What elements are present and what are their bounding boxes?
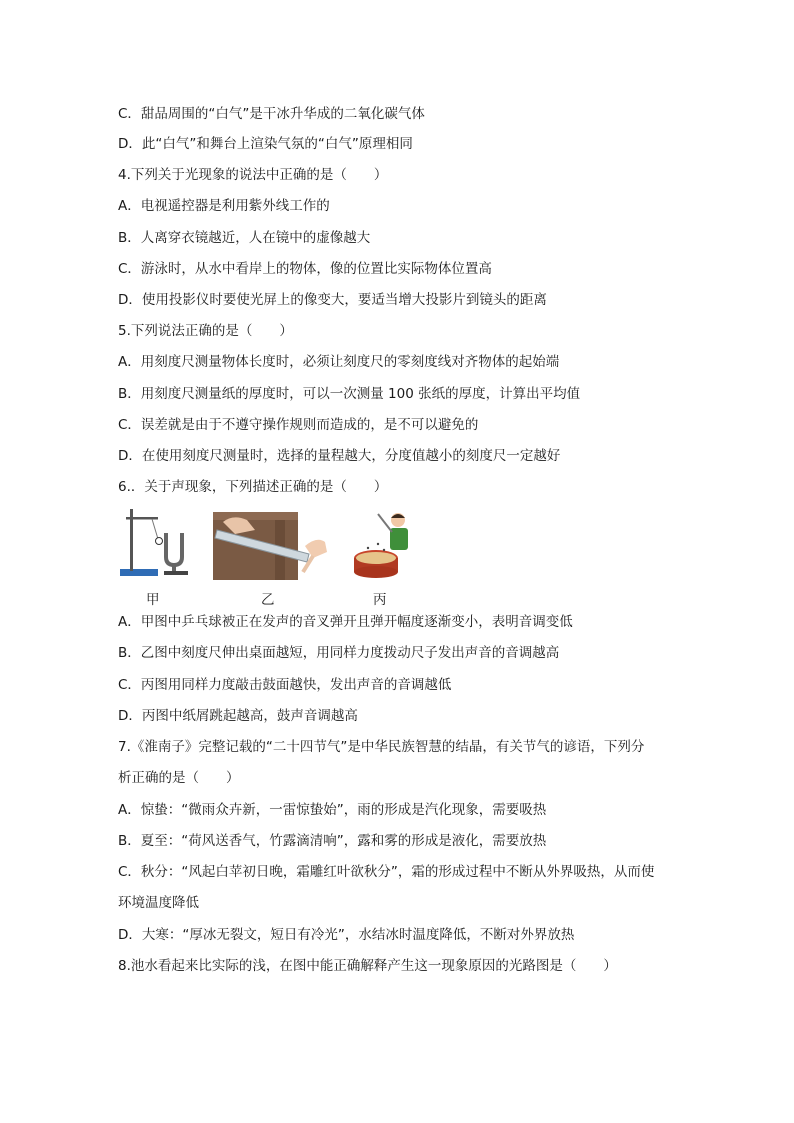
q6-option-c: C．丙图用同样力度敲击鼓面越快，发出声音的音调越低: [118, 677, 452, 693]
question-6: 6.．关于声现象，下列描述正确的是（ ）: [118, 479, 388, 495]
q4-option-b: B．人离穿衣镜越近，人在镜中的虚像越大: [118, 230, 371, 246]
figure-yi-caption: 乙: [261, 592, 275, 608]
q4-option-c: C．游泳时，从水中看岸上的物体，像的位置比实际物体位置高: [118, 261, 492, 277]
figure-jia-caption: 甲: [146, 592, 160, 608]
question-7-cont: 析正确的是（ ）: [118, 770, 240, 786]
q6-option-d: D．丙图中纸屑跳起越高，鼓声音调越高: [118, 708, 358, 724]
q5-option-a: A．用刻度尺测量物体长度时，必须让刻度尺的零刻度线对齐物体的起始端: [118, 354, 560, 370]
question-8: 8.池水看起来比实际的浅，在图中能正确解释产生这一现象原因的光路图是（ ）: [118, 958, 617, 974]
line-1: C．甜品周围的“白气”是干冰升华成的二氧化碳气体: [118, 106, 425, 122]
question-4: 4.下列关于光现象的说法中正确的是（ ）: [118, 167, 388, 183]
question-7: 7.《淮南子》完整记载的“二十四节气”是中华民族智慧的结晶，有关节气的谚语，下列分: [118, 739, 645, 755]
q7-option-c: C．秋分：“风起白苹初日晚，霜雕红叶欲秋分”，霜的形成过程中不断从外界吸热，从而使: [118, 864, 655, 880]
q6-option-b: B．乙图中刻度尺伸出桌面越短，用同样力度拨动尺子发出声音的音调越高: [118, 645, 560, 661]
q7-option-d: D．大寒：“厚冰无裂文，短日有冷光”，水结冰时温度降低，不断对外界放热: [118, 927, 575, 943]
question-5: 5.下列说法正确的是（ ）: [118, 323, 293, 339]
q7-option-b: B．夏至：“荷风送香气，竹露滴清响”，露和雾的形成是液化，需要放热: [118, 833, 547, 849]
figure-bing-caption: 丙: [373, 592, 387, 608]
q4-option-a: A．电视遥控器是利用紫外线工作的: [118, 198, 330, 214]
q4-option-d: D．使用投影仪时要使光屏上的像变大，要适当增大投影片到镜头的距离: [118, 292, 547, 308]
q5-option-c: C．误差就是由于不遵守操作规则而造成的，是不可以避免的: [118, 417, 479, 433]
q5-option-d: D．在使用刻度尺测量时，选择的量程越大，分度值越小的刻度尺一定越好: [118, 448, 561, 464]
q5-option-b: B．用刻度尺测量纸的厚度时，可以一次测量 100 张纸的厚度，计算出平均值: [118, 386, 581, 402]
line-2: D．此“白气”和舞台上渲染气氛的“白气”原理相同: [118, 136, 413, 152]
figure-yi: [213, 512, 331, 580]
figure-bing: [350, 508, 420, 580]
figure-jia: [118, 505, 194, 580]
q6-option-a: A．甲图中乒乓球被正在发声的音叉弹开且弹开幅度逐渐变小，表明音调变低: [118, 614, 573, 630]
q7-option-a: A．惊蛰：“微雨众卉新，一雷惊蛰始”，雨的形成是汽化现象，需要吸热: [118, 802, 547, 818]
q7-option-c-cont: 环境温度降低: [118, 895, 199, 911]
